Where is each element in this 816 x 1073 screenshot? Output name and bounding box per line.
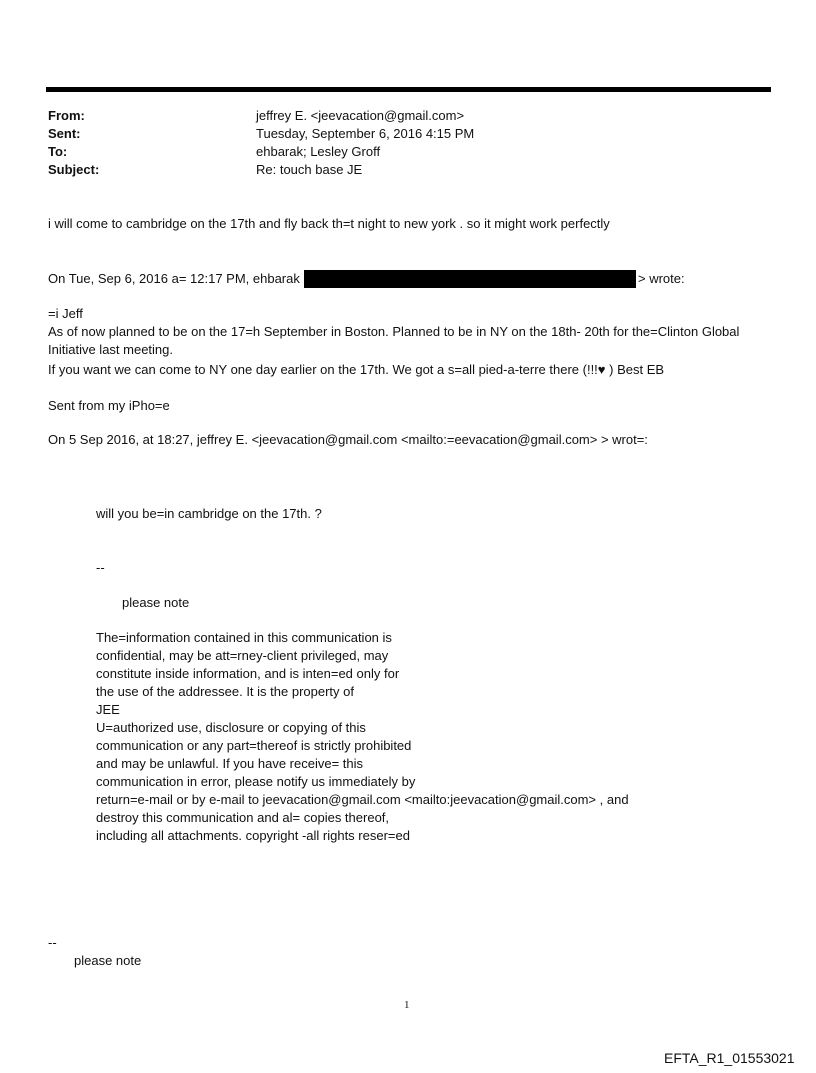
disclaimer-line: JEE [96, 702, 120, 717]
quote1-line: =i Jeff [48, 306, 83, 321]
disclaimer-line: The=information contained in this communication is [96, 630, 392, 645]
bottom-dash: -- [48, 935, 57, 950]
quote1-pied-before: If you want we can come to NY one day earlier on the 17th. We got a s=all pied-a-terre there (!!! [48, 362, 598, 377]
disclaimer-line: communication in error, please notify us immediately by [96, 774, 416, 789]
quote1-line: Initiative last meeting. [48, 342, 174, 357]
page-number: 1 [404, 999, 410, 1011]
quote1-pied-after: ) Best EB [605, 362, 665, 377]
disclaimer-line: including all attachments. copyright -all rights reser=ed [96, 828, 410, 843]
quote1-intro-before: On Tue, Sep 6, 2016 a= 12:17 PM, ehbarak [48, 271, 300, 286]
to-label: To: [48, 144, 68, 159]
disclaimer-line: confidential, may be att=rney-client privileged, may [96, 648, 389, 663]
question-line: will you be=in cambridge on the 17th. ? [96, 506, 322, 521]
to-value: ehbarak; Lesley Groff [256, 144, 381, 159]
sent-row [48, 126, 748, 144]
sent-from-line: Sent from my iPho=e [48, 398, 170, 413]
reply-line: i will come to cambridge on the 17th and fly back th=t night to new york . so it might work perfectly [48, 216, 610, 231]
disclaimer-line: constitute inside information, and is inten=ed only for [96, 666, 400, 681]
signature-dash: -- [96, 560, 105, 575]
subject-row [48, 162, 748, 180]
sent-label: Sent: [48, 126, 81, 141]
redaction-box [304, 270, 636, 288]
from-value: jeffrey E. <jeevacation@gmail.com> [256, 108, 465, 123]
from-label: From: [48, 108, 85, 123]
disclaimer-line: communication or any part=thereof is strictly prohibited [96, 738, 412, 753]
sent-value: Tuesday, September 6, 2016 4:15 PM [256, 126, 475, 141]
quote1-line: As of now planned to be on the 17=h September in Boston. Planned to be in NY on the 18th- 20th for the=Clinton Global [48, 324, 740, 339]
quote2-intro: On 5 Sep 2016, at 18:27, jeffrey E. <jeevacation@gmail.com <mailto:=eevacation@gmail.com> > wrot=: [48, 432, 648, 447]
subject-value: Re: touch base JE [256, 162, 363, 177]
header-rule [46, 87, 771, 92]
to-row [48, 144, 748, 162]
disclaimer-line: U=authorized use, disclosure or copying of this [96, 720, 366, 735]
disclaimer-line: and may be unlawful. If you have receive= this [96, 756, 364, 771]
disclaimer-line: the use of the addressee. It is the property of [96, 684, 354, 699]
please-note: please note [122, 595, 190, 610]
from-row [48, 108, 748, 126]
heart-icon: ♥ [597, 362, 606, 377]
quote1-intro-after: > wrote: [638, 271, 685, 286]
quote1-pied-line [48, 361, 664, 379]
document-id: EFTA_R1_01553021 [664, 1050, 795, 1066]
disclaimer-line: return=e-mail or by e-mail to jeevacation@gmail.com <mailto:jeevacation@gmail.com> , and [96, 792, 629, 807]
disclaimer-line: destroy this communication and al= copies thereof, [96, 810, 390, 825]
subject-label: Subject: [48, 162, 100, 177]
bottom-please-note: please note [74, 953, 142, 968]
